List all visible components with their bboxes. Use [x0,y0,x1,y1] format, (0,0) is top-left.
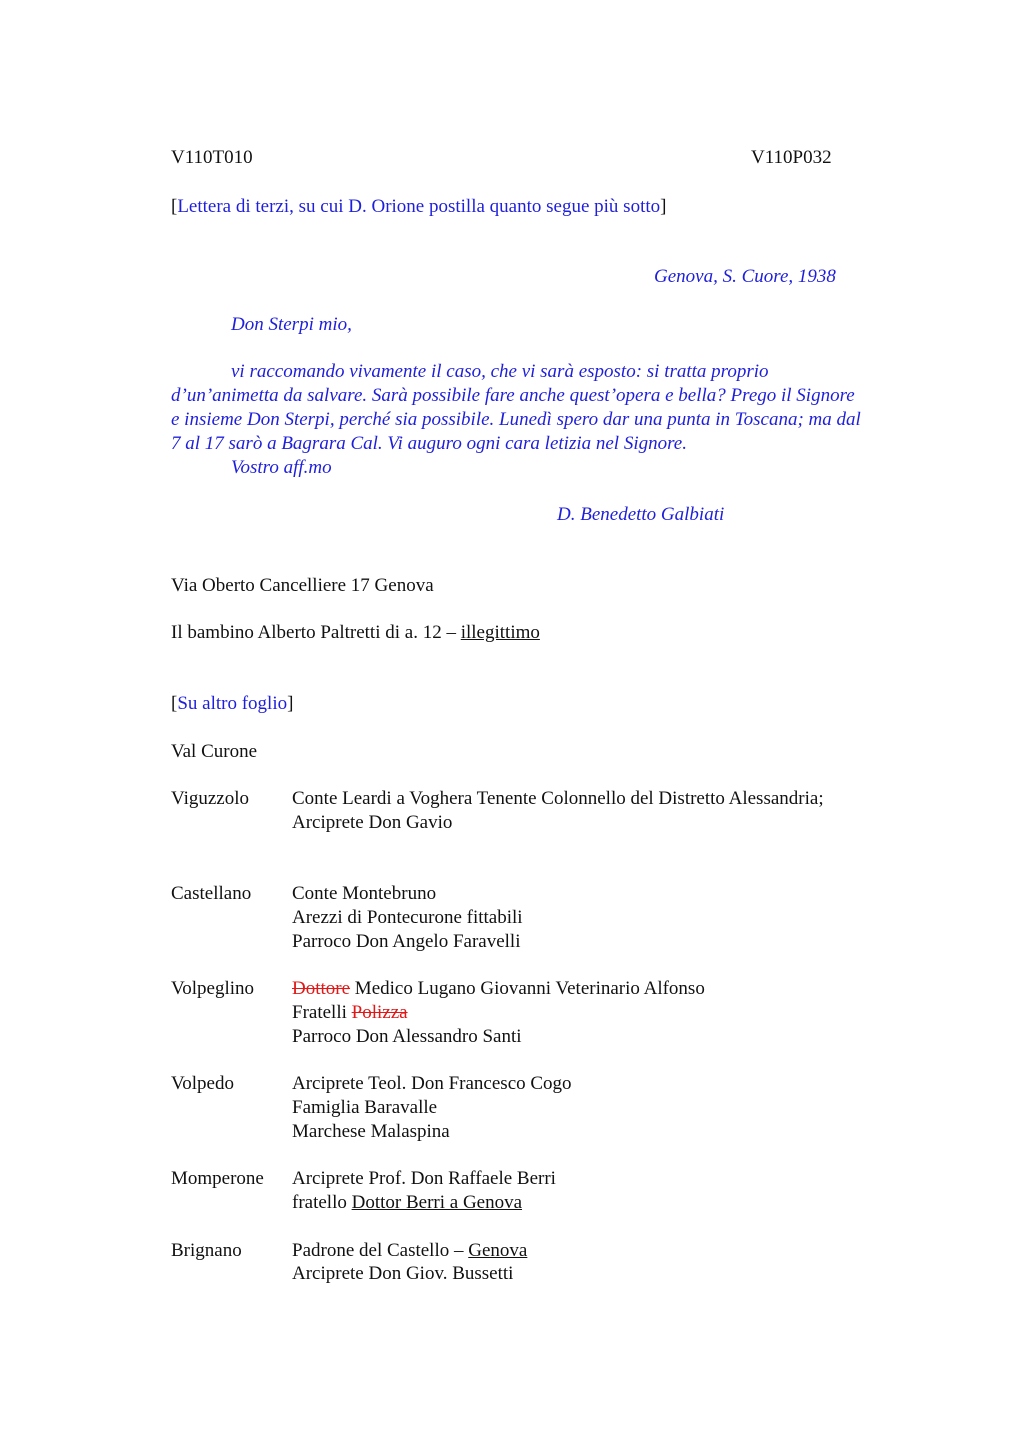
letter-salutation: Don Sterpi mio, [231,314,352,335]
struck-polizza: Polizza [351,1002,408,1023]
letter-body-line: e insieme Don Sterpi, perché sia possibile. Lunedì spero dar una punta in Toscana; ma dal [171,409,861,430]
momperone-line1: Arciprete Prof. Don Raffaele Berri [292,1168,556,1189]
place-volpedo: Volpedo [171,1073,234,1094]
place-momperone: Momperone [171,1168,264,1189]
illegittimo-underlined: illegittimo [460,622,540,643]
child-line: Il bambino Alberto Paltretti di a. 12 – illegittimo [171,622,540,643]
volpedo-line3: Marchese Malaspina [292,1121,450,1142]
letter-place-date: Genova, S. Cuore, 1938 [654,266,836,287]
volpeglino-line1: Dottore Medico Lugano Giovanni Veterinario Alfonso [292,978,705,999]
momperone-line2: fratello Dottor Berri a Genova [292,1192,523,1213]
struck-dottore: Dottore [292,978,351,999]
viguzzolo-line1: Conte Leardi a Voghera Tenente Colonnello del Distretto Alessandria; [292,788,824,809]
letter-body-line: vi raccomando vivamente il caso, che vi sarà esposto: si tratta proprio [231,361,769,382]
volpeglino-line3: Parroco Don Alessandro Santi [292,1026,522,1047]
place-viguzzolo: Viguzzolo [171,788,250,809]
volpedo-line1: Arciprete Teol. Don Francesco Cogo [292,1073,572,1094]
letter-body-line: 7 al 17 sarò a Bagrara Cal. Vi auguro ogni cara letizia nel Signore. [171,433,687,454]
volpeglino-line2: Fratelli Polizza [292,1002,408,1023]
castellano-line1: Conte Montebruno [292,883,437,904]
doc-code-left: V110T010 [171,147,253,168]
letter-signature: D. Benedetto Galbiati [557,504,725,525]
letter-body-line: d’un’animetta da salvare. Sarà possibile fare anche quest’opera e bella? Prego il Signore [171,385,855,406]
volpedo-line2: Famiglia Baravalle [292,1097,438,1118]
brignano-line2: Arciprete Don Giov. Bussetti [292,1263,514,1284]
doc-code-right: V110P032 [751,147,832,168]
address-line: Via Oberto Cancelliere 17 Genova [171,575,434,596]
brignano-line1: Padrone del Castello – Genova [292,1240,528,1261]
editorial-note-top: [Lettera di terzi, su cui D. Orione postilla quanto segue più sotto] [171,196,667,217]
editorial-note-other: [Su altro foglio] [171,693,294,714]
place-volpeglino: Volpeglino [171,978,255,999]
dottor-berri-underlined: Dottor Berri a Genova [351,1192,523,1213]
region-heading: Val Curone [171,741,258,762]
viguzzolo-line2: Arciprete Don Gavio [292,812,453,833]
castellano-line2: Arezzi di Pontecurone fittabili [292,907,523,928]
place-brignano: Brignano [171,1240,242,1261]
genova-underlined: Genova [468,1240,528,1261]
castellano-line3: Parroco Don Angelo Faravelli [292,931,521,952]
place-castellano: Castellano [171,883,252,904]
letter-closing: Vostro aff.mo [231,457,332,478]
